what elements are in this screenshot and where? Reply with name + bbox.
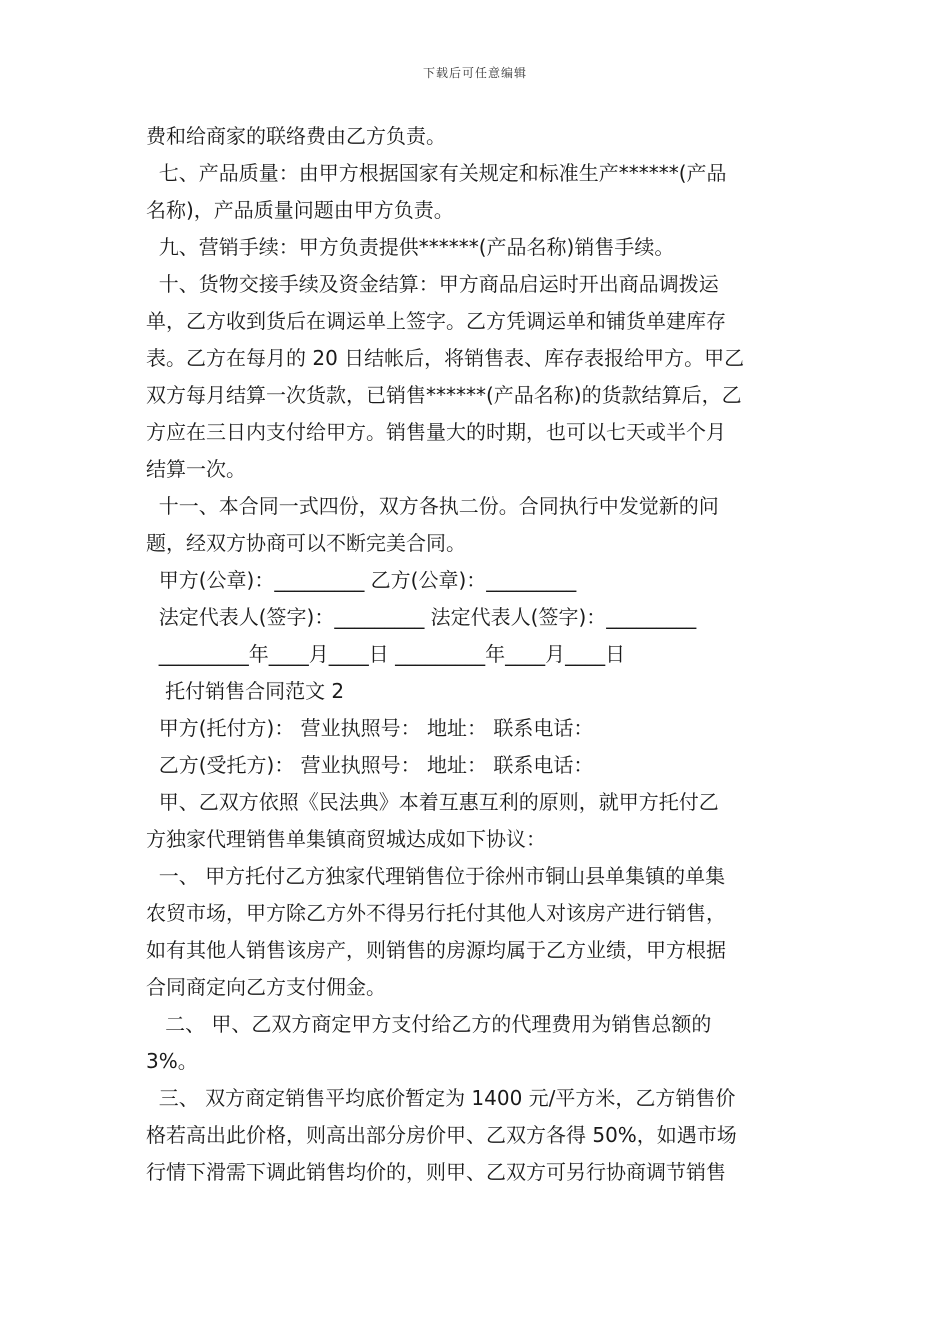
text-line: 结算一次。 xyxy=(146,457,246,481)
text-line: _________年____月____日 _________年____月____日 xyxy=(146,642,626,666)
text-line: 九、营销手续：甲方负责提供******(产品名称)销售手续。 xyxy=(146,235,675,259)
text-line: 名称)，产品质量问题由甲方负责。 xyxy=(146,198,454,222)
text-line: 托付销售合同范文 2 xyxy=(146,679,345,703)
text-line: 合同商定向乙方支付佣金。 xyxy=(146,975,386,999)
text-line: 法定代表人(签字)：_________ 法定代表人(签字)：_________ xyxy=(146,605,697,629)
text-line: 方应在三日内支付给甲方。销售量大的时期，也可以七天或半个月 xyxy=(146,420,726,444)
text-line: 3%。 xyxy=(146,1049,198,1073)
text-line: 甲、乙双方依照《民法典》本着互惠互利的原则，就甲方托付乙 xyxy=(146,790,719,814)
text-line: 如有其他人销售该房产，则销售的房源均属于乙方业绩，甲方根据 xyxy=(146,938,726,962)
text-line: 一、 甲方托付乙方独家代理销售位于徐州市铜山县单集镇的单集 xyxy=(146,864,726,888)
text-line: 甲方(公章)：_________ 乙方(公章)：_________ xyxy=(146,568,577,592)
text-line: 题，经双方协商可以不断完美合同。 xyxy=(146,531,466,555)
text-line: 单，乙方收到货后在调运单上签字。乙方凭调运单和铺货单建库存 xyxy=(146,309,726,333)
text-line: 农贸市场，甲方除乙方外不得另行托付其他人对该房产进行销售， xyxy=(146,901,726,925)
text-line: 行情下滑需下调此销售均价的，则甲、乙双方可另行协商调节销售 xyxy=(146,1160,726,1184)
text-line: 双方每月结算一次货款，已销售******(产品名称)的货款结算后，乙 xyxy=(146,383,742,407)
page-header: 下载后可任意编辑 xyxy=(422,66,527,80)
text-line: 费和给商家的联络费由乙方负责。 xyxy=(146,124,446,148)
text-line: 乙方(受托方)： 营业执照号： 地址： 联系电话： xyxy=(146,753,594,777)
text-line: 格若高出此价格，则高出部分房价甲、乙双方各得 50%，如遇市场 xyxy=(146,1123,737,1147)
text-line: 方独家代理销售单集镇商贸城达成如下协议： xyxy=(146,827,546,851)
text-line: 十、货物交接手续及资金结算：甲方商品启运时开出商品调拨运 xyxy=(146,272,719,296)
text-line: 七、产品质量：由甲方根据国家有关规定和标准生产******(产品 xyxy=(146,161,727,185)
text-line: 二、 甲、乙双方商定甲方支付给乙方的代理费用为销售总额的 xyxy=(146,1012,712,1036)
text-line: 甲方(托付方)： 营业执照号： 地址： 联系电话： xyxy=(146,716,594,740)
document-body xyxy=(146,118,810,1191)
text-line: 十一、本合同一式四份，双方各执二份。合同执行中发觉新的问 xyxy=(146,494,719,518)
text-line: 表。乙方在每月的 20 日结帐后，将销售表、库存表报给甲方。甲乙 xyxy=(146,346,745,370)
text-line: 三、 双方商定销售平均底价暂定为 1400 元/平方米，乙方销售价 xyxy=(146,1086,736,1110)
